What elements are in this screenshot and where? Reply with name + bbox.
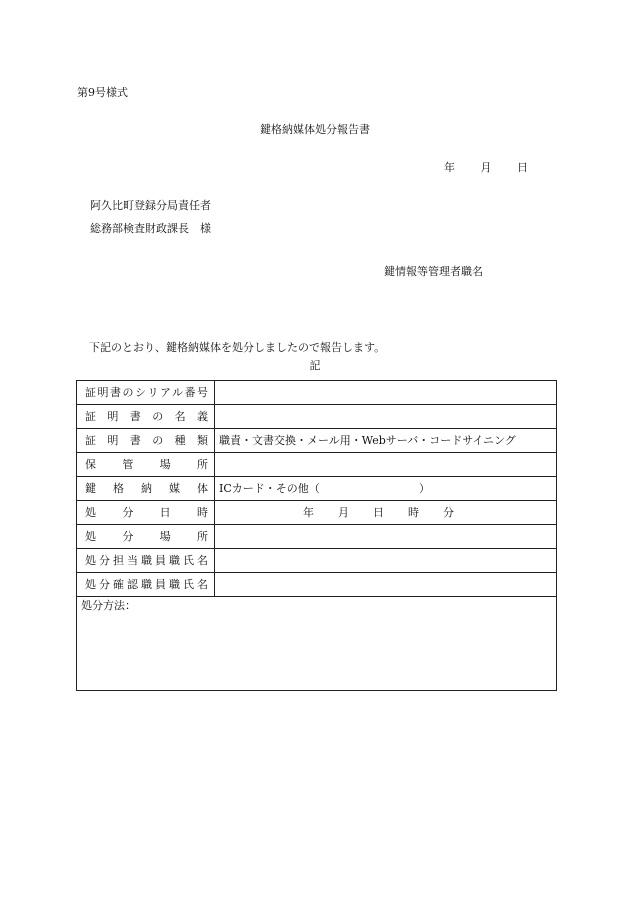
table-row [77, 405, 557, 429]
storage-location-label: 保管場所 [77, 453, 215, 477]
certificate-holder-label: 証明書の名義 [77, 405, 215, 429]
certificate-type-options[interactable]: 職責・文書交換・メール用・Webサーバ・コードサイニング [215, 429, 557, 453]
table-row [77, 429, 557, 453]
serial-number-label: 証明書のシリアル番号 [77, 381, 215, 405]
key-media-label: 鍵格納媒体 [77, 477, 215, 501]
table-row [77, 501, 557, 525]
document-title: 鍵格納媒体処分報告書 [260, 123, 370, 136]
report-table [76, 380, 557, 691]
disposal-datetime-label: 処分日時 [77, 501, 215, 525]
table-row [77, 381, 557, 405]
table-row [77, 549, 557, 573]
ki-label: 記 [309, 359, 321, 372]
confirmation-staff-label: 処分確認職員職氏名 [77, 573, 215, 597]
storage-location-field[interactable] [215, 453, 557, 477]
sender-title: 鍵情報等管理者職名 [384, 265, 483, 278]
table-row [77, 573, 557, 597]
key-media-close-paren: ） [419, 481, 430, 495]
table-row [77, 477, 557, 501]
disposal-location-label: 処分場所 [77, 525, 215, 549]
disposal-staff-label: 処分担当職員職氏名 [77, 549, 215, 573]
disposal-method-label: 処分方法： [81, 599, 136, 612]
datetime-day-label: 日 [373, 505, 384, 519]
key-media-field[interactable] [215, 477, 557, 501]
key-media-options: ICカード・その他（ [219, 481, 320, 495]
addressee-line-1: 阿久比町登録分局責任者 [90, 199, 211, 212]
body-text: 下記のとおり、鍵格納媒体を処分しましたので報告します。 [89, 341, 386, 354]
certificate-type-label: 証明書の種類 [77, 429, 215, 453]
table-row [77, 525, 557, 549]
date-month-label: 月 [480, 161, 492, 174]
table-row [77, 453, 557, 477]
datetime-year-label: 年 [303, 505, 314, 519]
confirmation-staff-field[interactable] [215, 573, 557, 597]
form-number: 第9号様式 [77, 86, 128, 99]
date-year-label: 年 [444, 161, 455, 174]
certificate-holder-field[interactable] [215, 405, 557, 429]
table-row [77, 597, 557, 691]
serial-number-field[interactable] [215, 381, 557, 405]
disposal-location-field[interactable] [215, 525, 557, 549]
date-day-label: 日 [517, 161, 528, 174]
date-line [444, 161, 528, 175]
disposal-method-field[interactable] [77, 597, 557, 691]
disposal-datetime-field[interactable] [215, 501, 557, 525]
disposal-staff-field[interactable] [215, 549, 557, 573]
datetime-month-label: 月 [338, 505, 349, 519]
datetime-hour-label: 時 [408, 505, 419, 519]
addressee-line-2: 総務部検査財政課長 様 [90, 222, 211, 235]
datetime-minute-label: 分 [443, 505, 454, 519]
